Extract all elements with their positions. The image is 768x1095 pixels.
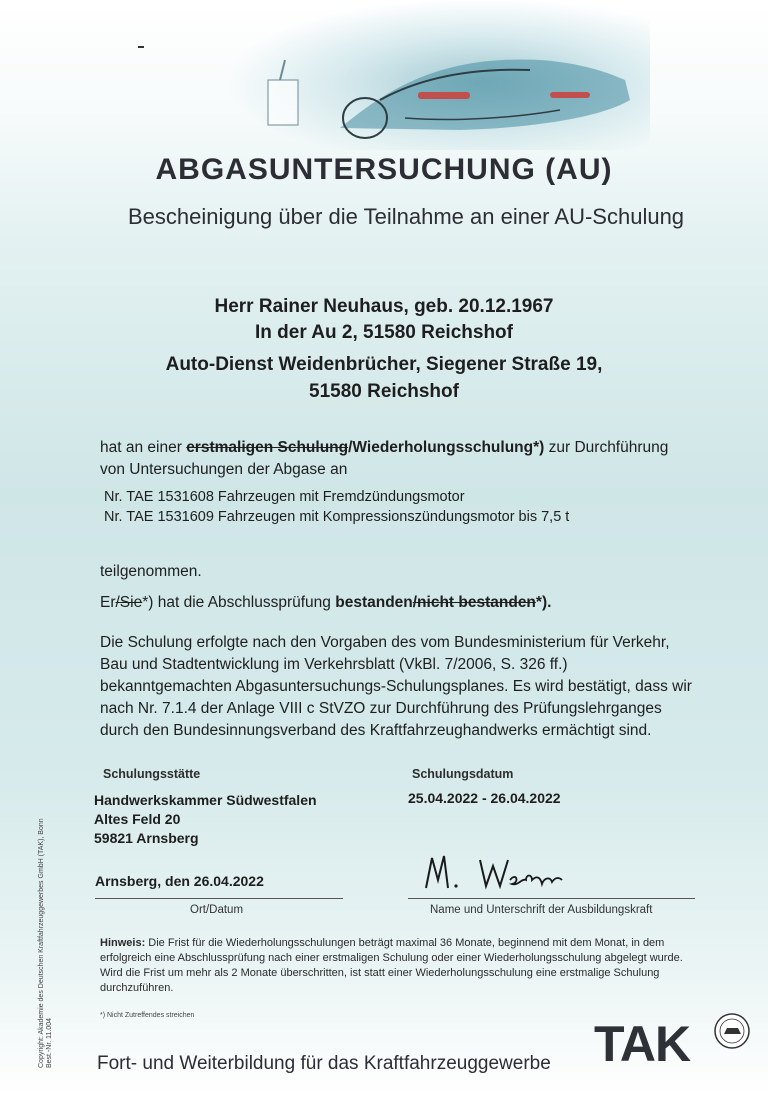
handwritten-signature	[420, 852, 570, 899]
chosen-option: /Wiederholungsschulung*)	[348, 439, 545, 456]
intro-suffix: zur Durchführung	[548, 439, 669, 456]
exam-struck-failed: /nicht bestanden	[412, 594, 536, 611]
footnote: *) Nicht Zutreffendes streichen	[100, 1012, 195, 1019]
signature-rule	[408, 898, 695, 899]
exam-result-line	[100, 594, 551, 612]
quality-seal-icon	[713, 1012, 751, 1055]
notice-block	[100, 936, 700, 996]
training-date-label: Schulungsdatum	[412, 767, 514, 781]
training-place-line3: 59821 Arnsberg	[94, 830, 199, 846]
tak-logo: TAK	[594, 1016, 691, 1072]
scan-mark	[138, 46, 144, 48]
document-title: ABGASUNTERSUCHUNG (AU)	[155, 153, 613, 186]
participant-address: In der Au 2, 51580 Reichshof	[255, 322, 513, 343]
order-number: Best.-Nr. 11.004	[46, 1017, 53, 1068]
training-place-line1: Handwerkskammer Südwestfalen	[94, 792, 317, 808]
company-city: 51580 Reichshof	[309, 381, 459, 402]
exam-passed: bestanden	[335, 594, 413, 611]
intro-line-2: von Untersuchungen der Abgase an	[100, 461, 348, 478]
vehicle-item-1: Nr. TAE 1531608 Fahrzeugen mit Fremdzündungsmotor	[104, 489, 465, 505]
training-place-line2: Altes Feld 20	[94, 811, 181, 827]
legal-paragraph: Die Schulung erfolgte nach den Vorgaben des vom Bundesministerium für Verkehr, Bau und Stadtentwicklung im Verkehrsblatt (VkBl. 7/2006, S. 326 ff.) bekanntgemachten Abgasuntersuchungs-Schulungsplanes. Es wird bestätigt, dass wir nach Nr. 7.1.4 der Anlage VIII c StVZO zur Durchführung des Prüfungslehrganges durch den Bundesinnungsverband des Kraftfahrzeughandwerks ermächtigt sind.	[100, 634, 692, 739]
place-date-rule	[95, 898, 343, 899]
exam-suffix: *).	[535, 594, 552, 611]
vehicle-item-2: Nr. TAE 1531609 Fahrzeugen mit Kompressionszündungsmotor bis 7,5 t	[104, 509, 570, 525]
notice-label: Hinweis:	[100, 937, 146, 949]
exam-prefix: Er	[100, 594, 116, 611]
notice-text: Die Frist für die Wiederholungsschulungen beträgt maximal 36 Monate, beginnend mit dem Monat, in dem erfolgreich eine Abschlussprüfung nach einer erstmaligen Schulung oder einer Wiederholungsschulung abgelegt wurde. Wird die Frist um mehr als 2 Monate überschritten, ist statt einer Wiederholungsschulung eine erstmalige Schulung durchzuführen.	[100, 937, 683, 994]
participated-text: teilgenommen.	[100, 563, 202, 580]
exam-mid: *) hat die Abschlussprüfung	[142, 594, 331, 611]
company-address: Auto-Dienst Weidenbrücher, Siegener Straße 19,	[165, 354, 603, 375]
signer-caption: Name und Unterschrift der Ausbildungskraft	[430, 904, 653, 916]
exam-struck-pronoun: /Sie	[115, 594, 143, 611]
participant-name: Herr Rainer Neuhaus, geb. 20.12.1967	[214, 296, 554, 317]
training-place-label: Schulungsstätte	[103, 767, 201, 781]
car-sketch-illustration	[230, 0, 650, 150]
intro-line	[100, 439, 668, 457]
struck-option: erstmaligen Schulung	[186, 439, 349, 456]
training-date-value: 25.04.2022 - 26.04.2022	[408, 790, 561, 806]
copyright-text: Copyright: Akademie des Deutschen Kraftfahrzeuggewerbes GmbH (TAK), Bonn	[38, 818, 45, 1068]
side-copyright	[38, 818, 54, 1068]
place-date-caption: Ort/Datum	[190, 904, 244, 916]
document-subtitle: Bescheinigung über die Teilnahme an einer AU-Schulung	[127, 204, 685, 229]
footer-tagline: Fort- und Weiterbildung für das Kraftfahrzeuggewerbe	[97, 1053, 551, 1074]
place-date-value: Arnsberg, den 26.04.2022	[95, 873, 264, 889]
intro-prefix: hat an einer	[100, 439, 182, 456]
